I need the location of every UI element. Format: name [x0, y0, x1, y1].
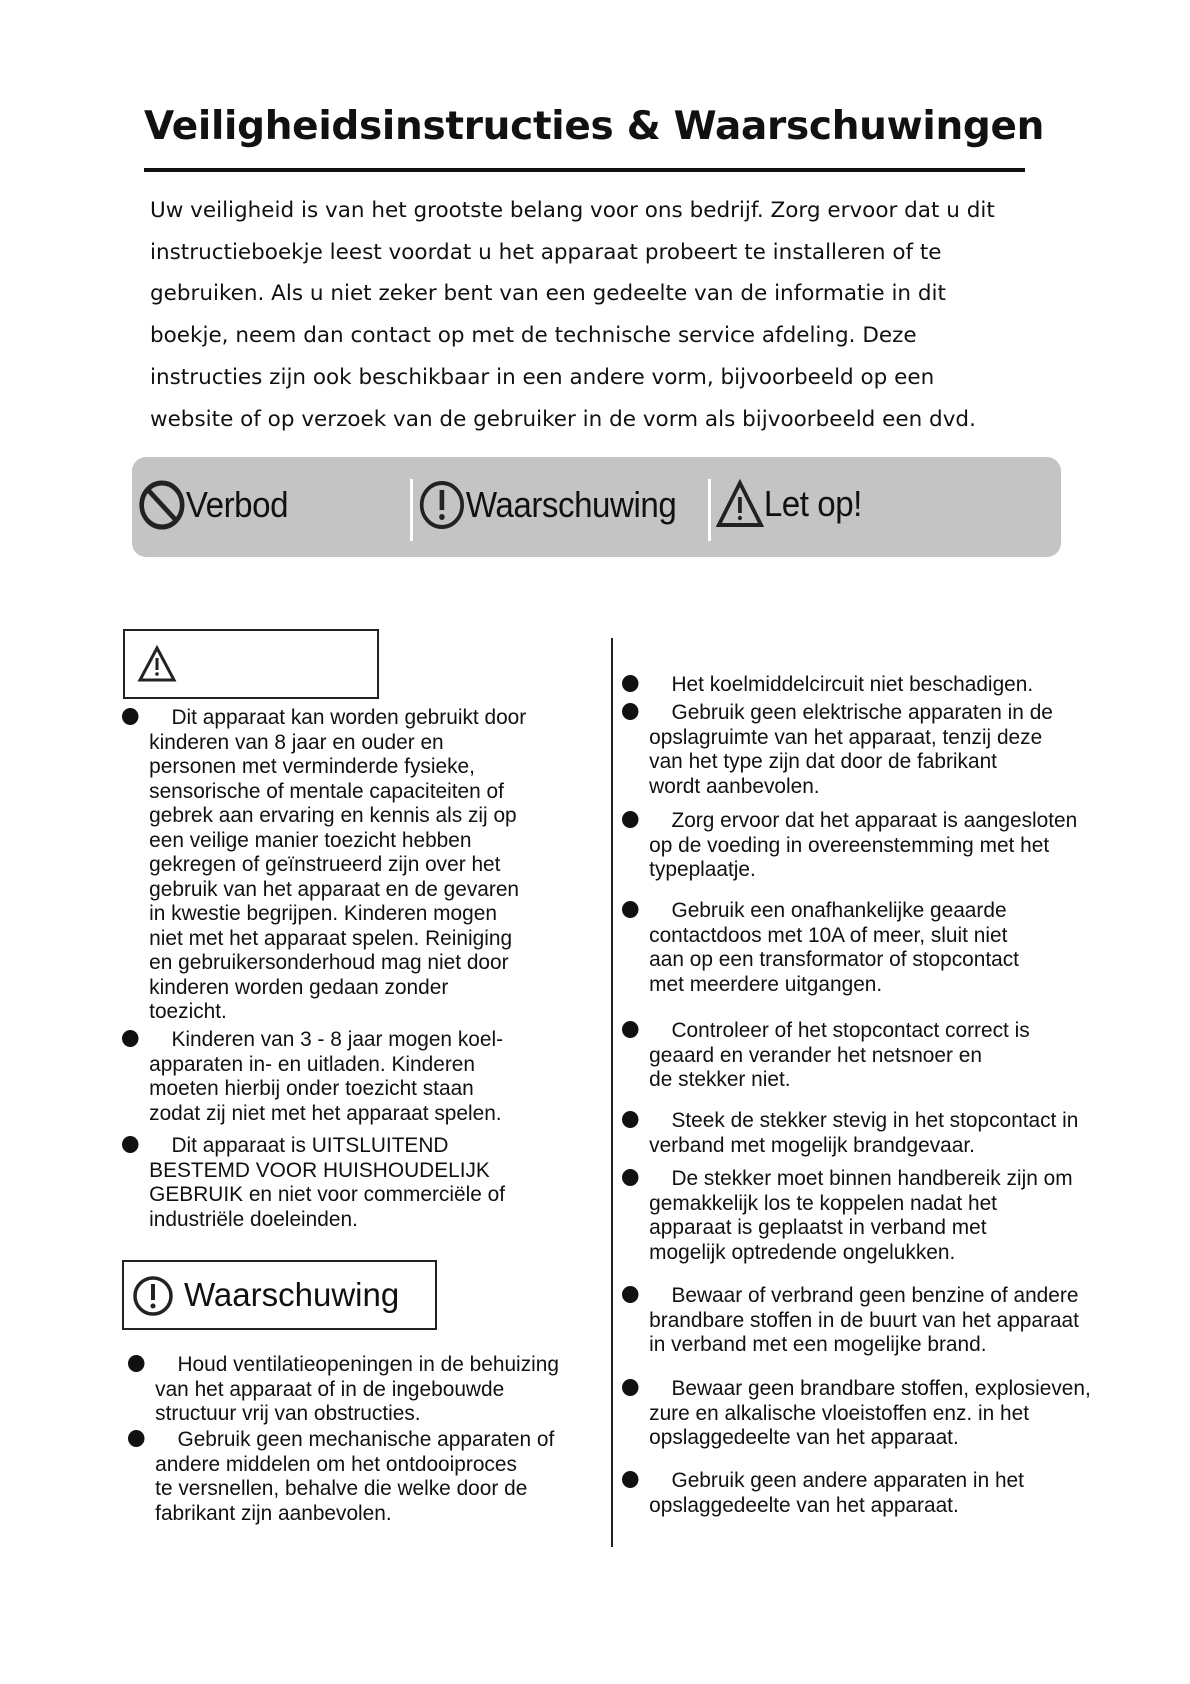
- list-item-line: van het type zijn dat door de fabrikant: [649, 749, 997, 773]
- list-item-line: in kwestie begrijpen. Kinderen mogen: [149, 901, 497, 925]
- list-item-line: Controleer of het stopcontact correct is: [671, 1018, 1030, 1042]
- list-item-line: Gebruik geen elektrische apparaten in de: [671, 700, 1053, 724]
- bullet-icon: [622, 1286, 638, 1303]
- warning-heading: Waarschuwing: [184, 1276, 400, 1313]
- list-item-line: opslaggedeelte van het apparaat.: [649, 1492, 959, 1517]
- list-item-line: Steek de stekker stevig in het stopcontact in: [671, 1108, 1079, 1132]
- warning-heading-box: [122, 1260, 437, 1330]
- bullet-icon: [122, 708, 138, 725]
- list-item: [622, 1108, 1078, 1157]
- legend-divider: [708, 479, 711, 541]
- list-item-line: toezicht.: [149, 999, 227, 1023]
- list-item-line: BESTEMD VOOR HUISHOUDELIJK: [149, 1157, 490, 1182]
- bullet-icon: [122, 1136, 138, 1153]
- caution-heading-box: [123, 629, 379, 699]
- legend-prohibition: [138, 479, 288, 531]
- list-item-line: opslagruimte van het apparaat, tenzij deze: [649, 724, 1043, 749]
- bullet-icon: [122, 1030, 138, 1047]
- list-item-line: contactdoos met 10A of meer, sluit niet: [649, 922, 1008, 947]
- bullet-icon: [622, 675, 638, 692]
- bullet-icon: [622, 811, 638, 828]
- list-item: [122, 1027, 503, 1125]
- list-item-line: structuur vrij van obstructies.: [155, 1401, 421, 1425]
- list-item-line: zure en alkalische vloeistoffen enz. in het: [649, 1400, 1030, 1425]
- list-item: [622, 1018, 1030, 1092]
- list-item-line: Kinderen van 3 - 8 jaar mogen koel-: [171, 1027, 504, 1051]
- intro-line: boekje, neem dan contact op met de technische service afdeling. Deze: [150, 323, 917, 349]
- list-item-line: aan op een transformator of stopcontact: [649, 947, 1019, 971]
- list-item-line: fabrikant zijn aanbevolen.: [155, 1500, 392, 1525]
- list-item-line: Dit apparaat kan worden gebruikt door: [171, 705, 527, 729]
- list-item-line: gebruik van het apparaat en de gevaren: [149, 876, 520, 901]
- list-item-line: kinderen worden gedaan zonder: [149, 974, 449, 999]
- list-item-line: de stekker niet.: [649, 1067, 791, 1091]
- list-item-line: Bewaar geen brandbare stoffen, explosieven,: [671, 1376, 1091, 1400]
- bullet-icon: [128, 1430, 144, 1447]
- intro-line: website of op verzoek van de gebruiker in de vorm als bijvoorbeeld een dvd.: [150, 406, 976, 432]
- list-item-line: opslaggedeelte van het apparaat.: [649, 1425, 959, 1449]
- list-item: [622, 672, 1033, 697]
- column-divider: [611, 638, 613, 1547]
- intro-line: gebruiken. Als u niet zeker bent van een gedeelte van de informatie in dit: [150, 281, 946, 307]
- warning-triangle-icon: [716, 479, 764, 529]
- list-item: [622, 1283, 1079, 1357]
- list-item-line: sensorische of mentale capaciteiten of: [149, 778, 504, 803]
- bullet-icon: [622, 1169, 638, 1186]
- list-item: [122, 705, 526, 1024]
- list-item-line: andere middelen om het ontdooiproces: [155, 1451, 517, 1476]
- page-title: Veiligheidsinstructies & Waarschuwingen: [144, 104, 1045, 149]
- intro-line: instructieboekje leest voordat u het apparaat probeert te installeren of te: [150, 239, 942, 265]
- list-item-line: een veilige manier toezicht hebben: [149, 827, 472, 852]
- list-item-line: geaard en verander het netsnoer en: [649, 1042, 982, 1067]
- intro-line: instructies zijn ook beschikbaar in een andere vorm, bijvoorbeeld op een: [150, 364, 935, 390]
- list-item-line: personen met verminderde fysieke,: [149, 754, 475, 778]
- list-item-line: Zorg ervoor dat het apparaat is aangesloten: [671, 808, 1078, 832]
- bullet-icon: [128, 1355, 144, 1372]
- list-item-line: te versnellen, behalve die welke door de: [155, 1476, 528, 1500]
- legend-divider: [410, 479, 413, 541]
- legend-caution-label: Let op!: [763, 483, 862, 524]
- list-item-line: gemakkelijk los te koppelen nadat het: [649, 1190, 997, 1215]
- bullet-icon: [622, 1379, 638, 1396]
- list-item-line: kinderen van 8 jaar en ouder en: [149, 729, 444, 754]
- list-item: [622, 808, 1077, 882]
- legend-warning-label: Waarschuwing: [465, 484, 677, 525]
- bullet-icon: [622, 1471, 638, 1488]
- list-item-line: op de voeding in overeenstemming met het: [649, 832, 1050, 857]
- warning-triangle-icon: [137, 645, 177, 683]
- list-item-line: en gebruikersonderhoud mag niet door: [149, 950, 509, 974]
- list-item-line: zodat zij niet met het apparaat spelen.: [149, 1100, 502, 1125]
- legend-warning: [418, 479, 676, 531]
- list-item-line: mogelijk optredende ongelukken.: [649, 1239, 956, 1264]
- intro-line: Uw veiligheid is van het grootste belang voor ons bedrijf. Zorg ervoor dat u dit: [150, 198, 995, 223]
- list-item-line: apparaat is geplaatst in verband met: [649, 1215, 987, 1239]
- exclamation-circle-icon: [132, 1275, 174, 1317]
- symbol-legend: [132, 457, 1061, 557]
- list-item-line: Houd ventilatieopeningen in de behuizing: [177, 1352, 559, 1376]
- legend-caution: [716, 479, 862, 529]
- list-item-line: in verband met een mogelijke brand.: [649, 1332, 987, 1356]
- intro-paragraph: [150, 190, 995, 440]
- bullet-icon: [622, 901, 638, 918]
- list-item-line: met meerdere uitgangen.: [649, 971, 883, 996]
- list-item-line: gekregen of geïnstrueerd zijn over het: [149, 852, 501, 876]
- list-item-line: verband met mogelijk brandgevaar.: [649, 1132, 975, 1157]
- bullet-icon: [622, 703, 638, 720]
- list-item: [128, 1352, 559, 1426]
- list-item-line: apparaten in- en uitladen. Kinderen: [149, 1051, 475, 1076]
- list-item-line: wordt aanbevolen.: [649, 773, 820, 798]
- bullet-icon: [622, 1111, 638, 1128]
- list-item: [128, 1427, 554, 1525]
- list-item-line: industriële doeleinden.: [149, 1206, 358, 1231]
- list-item-line: brandbare stoffen in de buurt van het apparaat: [649, 1307, 1079, 1332]
- list-item-line: niet met het apparaat spelen. Reiniging: [149, 925, 513, 950]
- list-item: [122, 1133, 505, 1231]
- list-item-line: Bewaar of verbrand geen benzine of andere: [671, 1283, 1079, 1307]
- list-item-line: Gebruik geen mechanische apparaten of: [177, 1427, 555, 1451]
- list-item-line: De stekker moet binnen handbereik zijn om: [671, 1166, 1073, 1190]
- list-item-line: typeplaatje.: [649, 857, 756, 881]
- list-item: [622, 1376, 1091, 1450]
- exclamation-circle-icon: [418, 479, 466, 531]
- list-item: [622, 700, 1053, 798]
- list-item-line: Gebruik geen andere apparaten in het: [671, 1468, 1024, 1492]
- list-item-line: Dit apparaat is UITSLUITEND: [171, 1133, 449, 1157]
- prohibition-icon: [138, 479, 186, 531]
- list-item-line: Gebruik een onafhankelijke geaarde: [671, 898, 1007, 922]
- list-item-line: moeten hierbij onder toezicht staan: [149, 1076, 474, 1100]
- list-item: [622, 1468, 1024, 1517]
- list-item: [622, 1166, 1073, 1264]
- legend-prohibition-label: Verbod: [185, 484, 289, 525]
- title-underline: [144, 168, 1025, 172]
- bullet-icon: [622, 1021, 638, 1038]
- list-item-line: van het apparaat of in de ingebouwde: [155, 1376, 505, 1401]
- list-item-line: GEBRUIK en niet voor commerciële of: [149, 1182, 505, 1206]
- list-item-line: Het koelmiddelcircuit niet beschadigen.: [671, 672, 1034, 696]
- list-item-line: gebrek aan ervaring en kennis als zij op: [149, 803, 517, 827]
- list-item: [622, 898, 1019, 996]
